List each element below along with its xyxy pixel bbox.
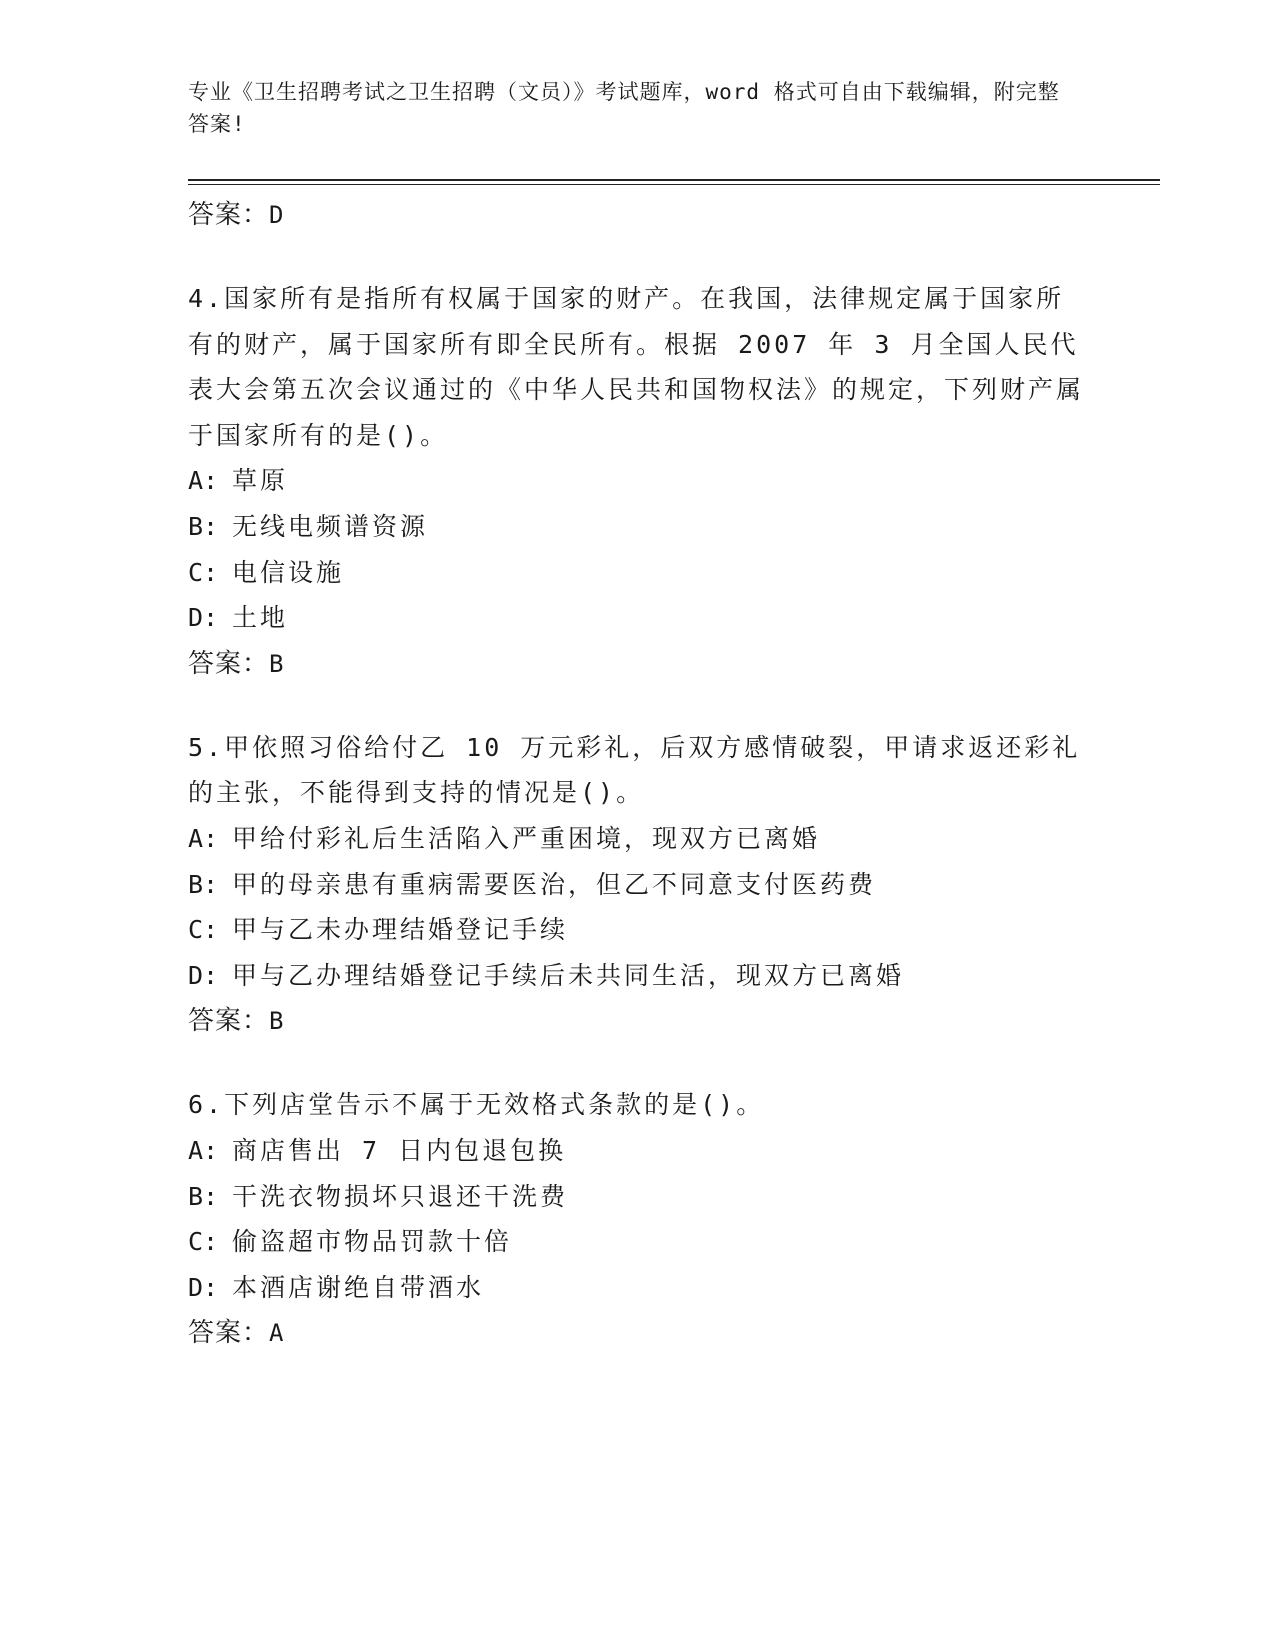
- option-text: 草原: [232, 466, 289, 496]
- option-letter: A:: [188, 466, 219, 496]
- document-body: [188, 192, 1088, 1356]
- option-b: [188, 1174, 1088, 1220]
- option-c: [188, 907, 1088, 953]
- header-divider-thick: [188, 179, 1160, 181]
- option-b: [188, 504, 1088, 550]
- option-text: 甲的母亲患有重病需要医治，但乙不同意支付医药费: [232, 869, 877, 899]
- option-text: 商店售出 7 日内包退包换: [232, 1135, 567, 1165]
- option-letter: D:: [188, 603, 219, 633]
- option-c: [188, 1219, 1088, 1265]
- option-letter: C:: [188, 557, 219, 587]
- question-stem: 4.国家所有是指所有权属于国家的财产。在我国，法律规定属于国家所有的财产，属于国家所有即全民所有。根据 2007 年 3 月全国人民代表大会第五次会议通过的《中华人民共和国物权法》的规定，下列财产属于国家所有的是()。: [188, 284, 1085, 450]
- question-answer: [188, 641, 1088, 687]
- option-letter: C:: [188, 1227, 219, 1257]
- option-a: [188, 816, 1088, 862]
- question-4: [188, 276, 1088, 687]
- option-text: 甲与乙未办理结婚登记手续: [232, 915, 569, 945]
- option-text: 偷盗超市物品罚款十倍: [232, 1227, 513, 1257]
- answer-value: A: [269, 1319, 285, 1348]
- option-letter: A:: [188, 823, 219, 853]
- option-d: [188, 953, 1088, 999]
- answer-label: 答案：: [188, 648, 270, 679]
- option-letter: D:: [188, 960, 219, 990]
- answer-label: 答案：: [188, 200, 270, 230]
- option-text: 干洗衣物损坏只退还干洗费: [232, 1181, 569, 1211]
- option-letter: A:: [188, 1135, 219, 1165]
- question-stem: 5.甲依照习俗给付乙 10 万元彩礼，后双方感情破裂，甲请求返还彩礼的主张，不能得到支持的情况是()。: [188, 732, 1081, 808]
- option-letter: B:: [188, 869, 219, 899]
- question-6: [188, 1082, 1088, 1356]
- answer-value: B: [269, 649, 285, 678]
- option-letter: C:: [188, 915, 219, 945]
- option-letter: D:: [188, 1272, 219, 1302]
- option-text: 本酒店谢绝自带酒水: [232, 1272, 485, 1302]
- option-text: 电信设施: [232, 557, 345, 587]
- question-stem: 6.下列店堂告示不属于无效格式条款的是()。: [188, 1090, 765, 1120]
- option-c: [188, 550, 1088, 596]
- option-d: [188, 595, 1088, 641]
- option-d: [188, 1265, 1088, 1311]
- question-5: [188, 725, 1088, 1045]
- header-divider-thin: [188, 184, 1160, 185]
- option-text: 甲给付彩礼后生活陷入严重困境，现双方已离婚: [232, 823, 821, 853]
- option-text: 土地: [232, 603, 289, 633]
- option-a: [188, 1128, 1088, 1174]
- document-header: 专业《卫生招聘考试之卫生招聘（文员）》考试题库，word 格式可自由下载编辑，附完整答案!: [188, 80, 1060, 136]
- answer-label: 答案：: [188, 1318, 270, 1349]
- question-answer: [188, 998, 1088, 1044]
- option-letter: B:: [188, 1181, 219, 1211]
- option-a: [188, 458, 1088, 504]
- answer-label: 答案：: [188, 1006, 270, 1037]
- prev-answer: [188, 192, 1088, 238]
- answer-value: B: [269, 1007, 285, 1036]
- option-text: 无线电频谱资源: [232, 511, 429, 541]
- option-text: 甲与乙办理结婚登记手续后未共同生活，现双方已离婚: [232, 960, 905, 990]
- option-b: [188, 862, 1088, 908]
- answer-value: D: [269, 201, 285, 229]
- option-letter: B:: [188, 511, 219, 541]
- question-answer: [188, 1310, 1088, 1356]
